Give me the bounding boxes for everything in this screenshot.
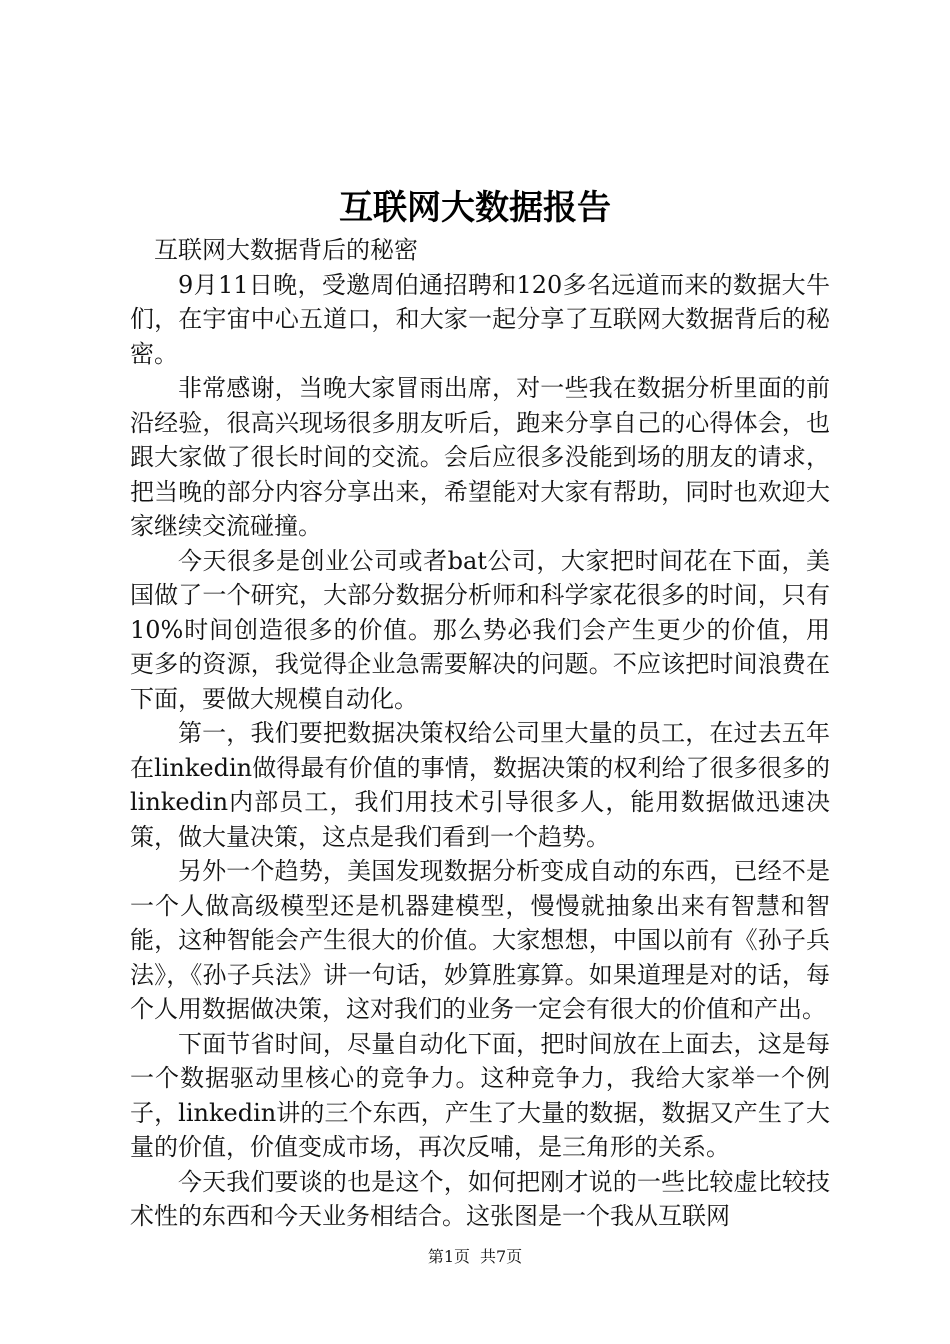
paragraph: 今天很多是创业公司或者bat公司，大家把时间花在下面，美国做了一个研究，大部分数据分析师和科学家花很多的时间，只有10%时间创造很多的价值。那么势必我们会产生更少的价值，用更多的资源，我觉得企业急需要解决的问题。不应该把时间浪费在下面，要做大规模自动化。 — [130, 546, 830, 713]
paragraph: 另外一个趋势，美国发现数据分析变成自动的东西，已经不是一个人做高级模型还是机器建模型，慢慢就抽象出来有智慧和智能，这种智能会产生很大的价值。大家想想，中国以前有《孙子兵法》，《孙子兵法》讲一句话，妙算胜寡算。如果道理是对的话，每个人用数据做决策，这对我们的业务一定会有很大的价值和产出。 — [130, 857, 830, 1023]
paragraph: 今天我们要谈的也是这个，如何把刚才说的一些比较虚比较技术性的东西和今天业务相结合。这张图是一个我从互联网 — [130, 1167, 830, 1230]
paragraph: 下面节省时间，尽量自动化下面，把时间放在上面去，这是每一个数据驱动里核心的竞争力。这种竞争力，我给大家举一个例子，linkedin讲的三个东西，产生了大量的数据，数据又产生了大量的价值，价值变成市场，再次反哺，是三角形的关系。 — [130, 1029, 830, 1161]
document-title: 互联网大数据报告 — [339, 188, 611, 228]
page-number: 第1页 — [427, 1247, 470, 1266]
document-subtitle: 互联网大数据背后的秘密 — [154, 236, 418, 264]
paragraph: 第一，我们要把数据决策权给公司里大量的员工，在过去五年在linkedin做得最有价值的事情，数据决策的权利给了很多很多的linkedin内部员工，我们用技术引导很多人，能用数据做迅速决策，做大量决策，这点是我们看到一个趋势。 — [130, 719, 830, 851]
page-footer — [0, 1246, 950, 1268]
document-body — [130, 233, 830, 1234]
paragraph: 9月11日晚，受邀周伯通招聘和120多名远道而来的数据大牛们，在宇宙中心五道口，和大家一起分享了互联网大数据背后的秘密。 — [130, 270, 830, 368]
page-total: 共7页 — [480, 1247, 523, 1266]
paragraph: 非常感谢，当晚大家冒雨出席，对一些我在数据分析里面的前沿经验，很高兴现场很多朋友听后，跑来分享自己的心得体会，也跟大家做了很长时间的交流。会后应很多没能到场的朋友的请求，把当晚的部分内容分享出来，希望能对大家有帮助，同时也欢迎大家继续交流碰撞。 — [130, 374, 830, 540]
